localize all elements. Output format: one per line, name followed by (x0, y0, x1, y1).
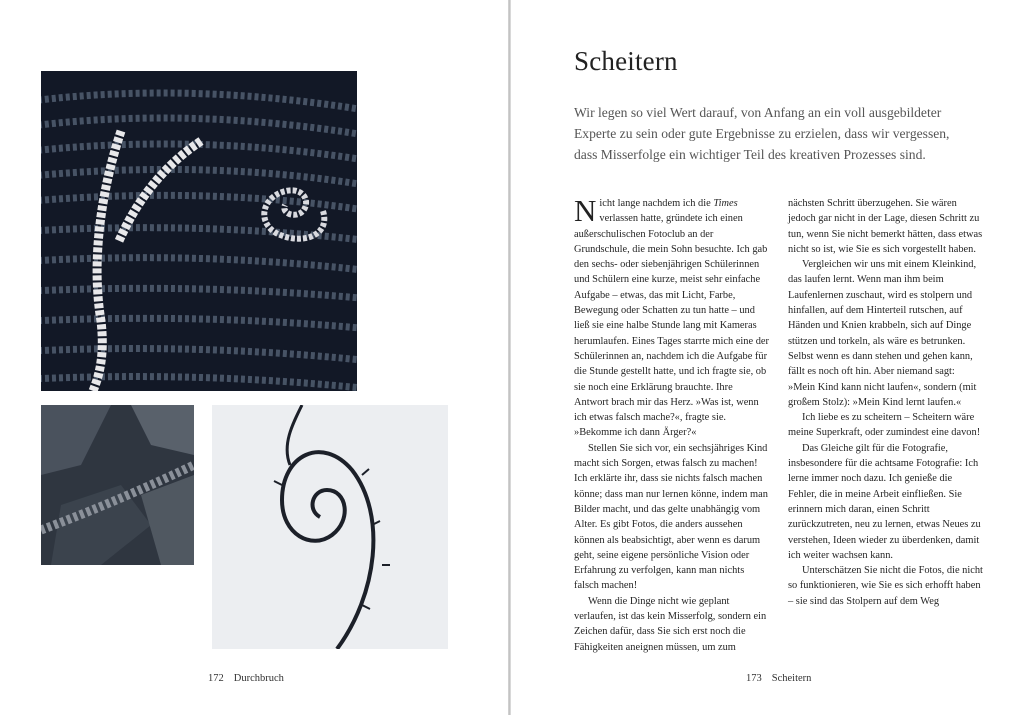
text-column-2 (788, 196, 983, 609)
paragraph: nächsten Schritt überzugehen. Sie wären jedoch gar nicht in der Lage, diesen Schritt zu tun, wenn Sie nicht bemerkt hätten, dass etwas nicht so ist, wie Sie es sich vorgestellt haben. (788, 198, 983, 255)
rope-coils-photo (41, 71, 357, 391)
thorny-spiral-image (212, 405, 448, 649)
chapter-lead: Wir legen so viel Wert darauf, von Anfang an ein voll ausgebildeter Experte zu sein oder gute Ergebnisse zu erzielen, dass wir vergessen, dass Misserfolge ein wichtiger Teil des kreativen Prozesses sind. (574, 105, 950, 162)
paragraph-text: verlassen hatte, gründete ich einen außerschulischen Fotoclub an der Grundschule, die mein Sohn besuchte. Ich gab den sechs- oder siebenjährigen Schülerinnen und Schülern eine kurze, meist sehr einfache Aufgabe – etwas, das mit Licht, Farbe, Bewegung oder Schatten zu tun hatte – und ließ sie eine halbe Stunde lang mit Kameras herumlaufen. Eines Tages starrte mich eine der Schülerinnen an, nachdem ich die Aufgabe für die Stunde gestellt hatte, und ich fragte sie, ob sie noch eine Erklärung brauchte. Ihre Antwort brach mir das Herz. »Was ist, wenn ich etwas falsch mache?«, fragte sie. »Bekomme ich dann Ärger?« (574, 213, 769, 439)
right-section-title: Scheitern (771, 673, 812, 684)
text-column-1 (574, 193, 769, 655)
rope-coils-image (41, 71, 357, 391)
paragraph: Ich liebe es zu scheitern – Scheitern wäre meine Superkraft, oder zumindest eine davon! (788, 412, 981, 439)
left-page-number: 172 (208, 673, 224, 684)
paragraph: Vergleichen wir uns mit einem Kleinkind, das laufen lernt. Wenn man ihm beim Laufenlernen zuschaut, wird es stolpern und hinfallen, auf dem Hinterteil rutschen, auf Händen und Knien krabbeln, sich auf Dinge stützen und torkeln, als wäre es betrunken. Selbst wenn es dann stehen und gehen kann, fällt es noch oft hin. Aber niemand sagt: »Mein Kind kann nicht laufen«, sondern (mit großem Stolz): »Mein Kind lernt laufen.« (788, 259, 977, 408)
left-section-title: Durchbruch (233, 673, 284, 684)
paragraph: Wenn die Dinge nicht wie geplant verlaufen, ist das kein Misserfolg, sondern ein Zeichen dafür, dass Sie sich erst noch die Fähigkeiten aneignen müssen, um zum (574, 595, 767, 653)
rope-on-rock-image (41, 405, 194, 565)
left-footer (208, 673, 284, 684)
paragraph (574, 193, 769, 441)
paragraph: Unterschätzen Sie nicht die Fotos, die nicht so funktionieren, wie Sie es sich erhofft haben – sie sind das Stolpern auf dem Weg (788, 565, 983, 607)
paragraph: Stellen Sie sich vor, ein sechsjähriges Kind macht sich Sorgen, etwas falsch zu machen! Ich erklärte ihr, dass sie nichts falsch machen könne; dass man nur lernen könne, indem man Bilder macht, und das gelte unabhängig vom Alter. Es gibt Fotos, die anders aussehen können als beabsichtigt, aber wenn es darum geht, seine eigene persönliche Vision oder Erfahrung zu verfolgen, kann man nichts falsch machen! (574, 442, 768, 592)
chapter-title: Scheitern (574, 46, 678, 76)
right-page-number: 173 (746, 673, 762, 684)
paragraph: Das Gleiche gilt für die Fotografie, insbesondere für die achtsame Fotografie: Ich lerne immer noch dazu. Ich genieße die Fehler, die in meine Arbeit einfließen. Sie erinnern mich daran, einen Schritt zurückzutreten, neu zu lernen, etwas Neues zu verstehen, Ideen wieder zu überdenken, damit ich weiter wachsen kann. (788, 442, 981, 561)
thorny-spiral-photo (212, 405, 448, 649)
paragraph-text: icht lange nachdem ich die (599, 198, 714, 209)
left-page (0, 0, 508, 715)
drop-cap: N (574, 193, 597, 228)
times-italic: Times (713, 198, 738, 209)
right-footer (746, 673, 811, 684)
rope-on-rock-photo (41, 405, 194, 565)
